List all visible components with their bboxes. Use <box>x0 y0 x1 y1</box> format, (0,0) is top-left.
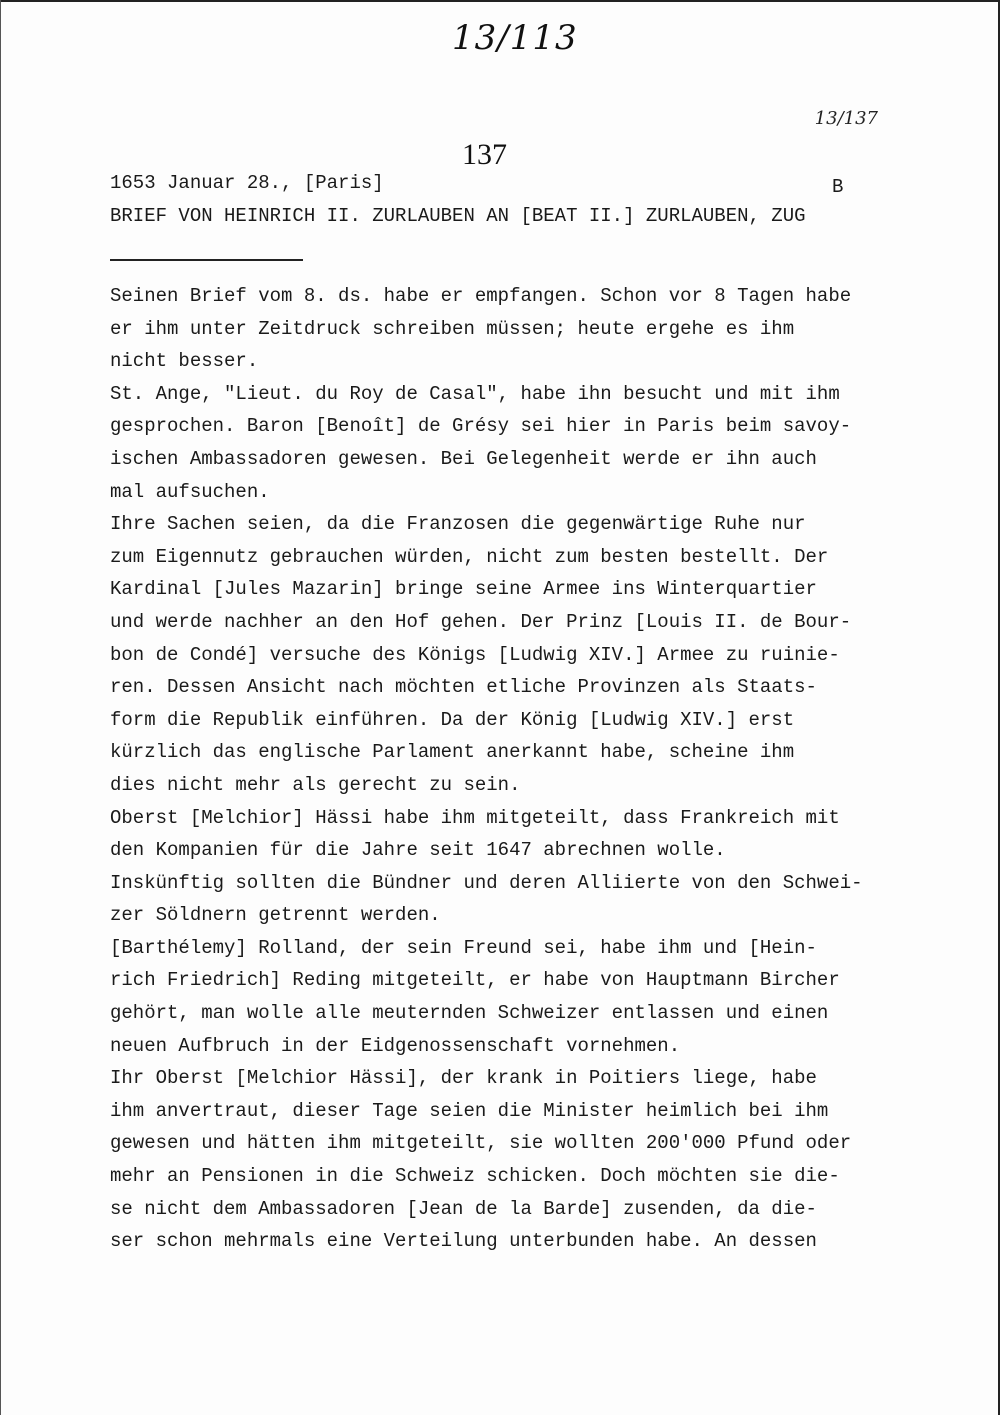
letter-summary-body <box>110 280 900 1258</box>
body-line: nicht besser. <box>110 350 259 373</box>
body-line: form die Republik einführen. Da der König [Ludwig XIV.] erst <box>110 708 795 731</box>
body-line: mal aufsuchen. <box>110 480 270 503</box>
body-line: er ihm unter Zeitdruck schreiben müssen; heute ergehe es ihm <box>110 317 795 340</box>
body-line: Seinen Brief vom 8. ds. habe er empfangen. Schon vor 8 Tagen habe <box>110 285 852 307</box>
body-line: Inskünftig sollten die Bündner und deren Alliierte von den Schwei- <box>110 871 863 894</box>
document-title: BRIEF VON HEINRICH II. ZURLAUBEN AN [BEAT II.] ZURLAUBEN, ZUG <box>110 205 806 227</box>
body-line: kürzlich das englische Parlament anerkannt habe, scheine ihm <box>110 741 795 764</box>
body-line: ihm anvertraut, dieser Tage seien die Minister heimlich bei ihm <box>110 1099 829 1122</box>
body-line: zum Eigennutz gebrauchen würden, nicht zum besten bestellt. Der <box>110 545 829 568</box>
body-line: ischen Ambassadoren gewesen. Bei Gelegenheit werde er ihn auch <box>110 447 817 470</box>
body-line: Oberst [Melchior] Hässi habe ihm mitgeteilt, dass Frankreich mit <box>110 806 840 829</box>
body-line: zer Söldnern getrennt werden. <box>110 904 441 927</box>
body-line: gesprochen. Baron [Benoît] de Grésy sei hier in Paris beim savoy- <box>110 415 852 438</box>
handwritten-archive-mark: 13/113 <box>452 18 578 58</box>
body-line: neuen Aufbruch in der Eidgenossenschaft vornehmen. <box>110 1034 681 1057</box>
body-line: mehr an Pensionen in die Schweiz schicken. Doch möchten sie die- <box>110 1165 840 1188</box>
date-line: 1653 Januar 28., [Paris] <box>110 172 384 194</box>
body-line: se nicht dem Ambassadoren [Jean de la Barde] zusenden, da die- <box>110 1197 817 1220</box>
body-line: dies nicht mehr als gerecht zu sein. <box>110 773 521 796</box>
body-line: Ihre Sachen seien, da die Franzosen die gegenwärtige Ruhe nur <box>110 513 806 536</box>
body-line: St. Ange, "Lieut. du Roy de Casal", habe ihn besucht und mit ihm <box>110 382 840 405</box>
body-line: und werde nachher an den Hof gehen. Der Prinz [Louis II. de Bour- <box>110 610 852 633</box>
body-line: gewesen und hätten ihm mitgeteilt, sie wollten 200'000 Pfund oder <box>110 1132 852 1155</box>
letter-class: B <box>832 176 844 198</box>
body-line: gehört, man wolle alle meuternden Schweizer entlassen und einen <box>110 1002 829 1025</box>
body-line: Kardinal [Jules Mazarin] bringe seine Armee ins Winterquartier <box>110 578 817 601</box>
title-divider <box>110 259 303 261</box>
body-line: bon de Condé] versuche des Königs [Ludwig XIV.] Armee zu ruinie- <box>110 643 840 666</box>
body-line: ser schon mehrmals eine Verteilung unterbunden habe. An dessen <box>110 1230 817 1253</box>
body-line: Ihr Oberst [Melchior Hässi], der krank in Poitiers liege, habe <box>110 1067 817 1090</box>
scan-edge-top <box>0 0 1000 2</box>
body-line: [Barthélemy] Rolland, der sein Freund sei, habe ihm und [Hein- <box>110 936 817 959</box>
body-line: den Kompanien für die Jahre seit 1647 abrechnen wolle. <box>110 839 726 862</box>
scan-edge-left <box>0 0 1 1415</box>
body-line: rich Friedrich] Reding mitgeteilt, er habe von Hauptmann Bircher <box>110 969 840 992</box>
body-line: ren. Dessen Ansicht nach möchten etliche Provinzen als Staats- <box>110 676 817 699</box>
reference-number: 13/137 <box>814 108 878 129</box>
document-number: 137 <box>462 138 507 171</box>
